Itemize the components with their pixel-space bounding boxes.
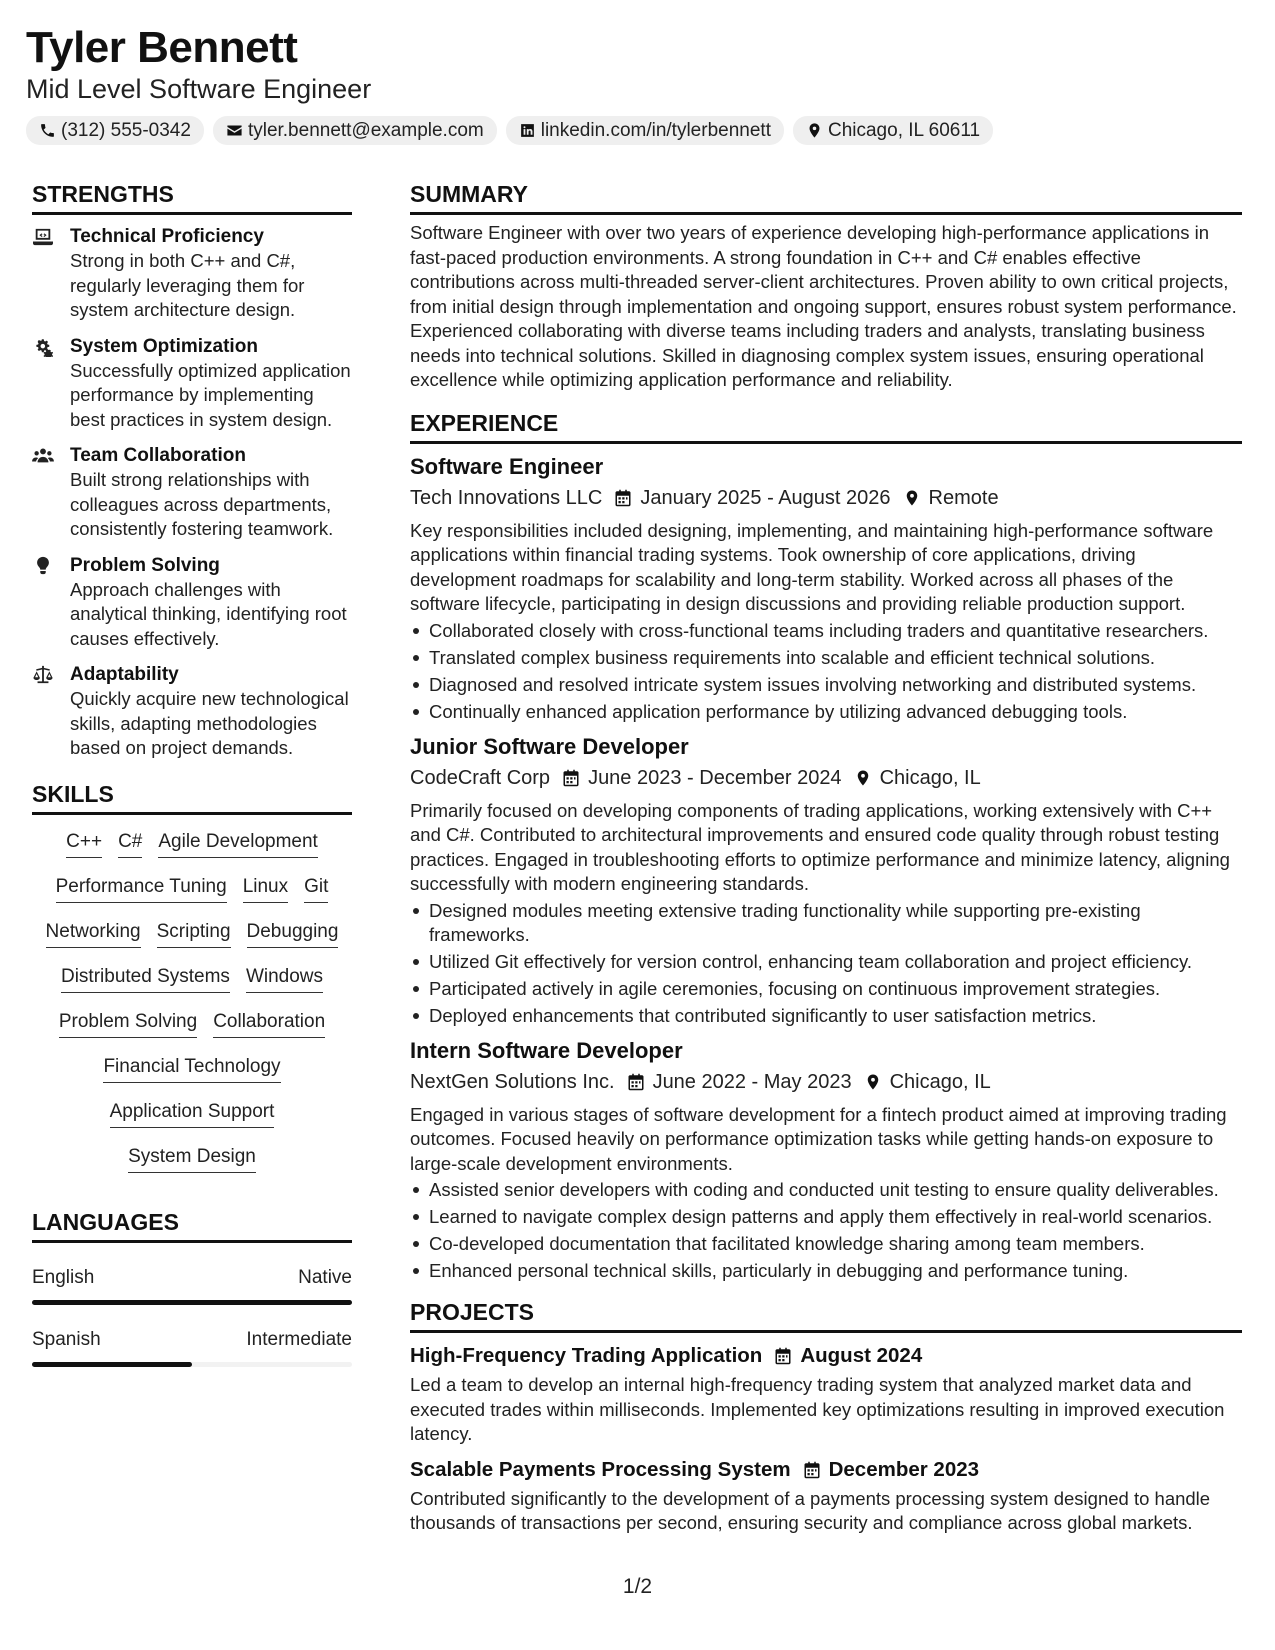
- location-pin-icon: [806, 122, 823, 139]
- phone-icon: [39, 122, 56, 139]
- job-bullet: Translated complex business requirements into scalable and efficient technical solutions.: [410, 646, 1242, 670]
- contact-phone[interactable]: [26, 116, 204, 145]
- location-pin-icon: [854, 769, 872, 787]
- job-bullet: Collaborated closely with cross-functional teams including traders and quantitative researchers.: [410, 619, 1242, 643]
- language-bar-fill: [32, 1300, 352, 1305]
- strength-desc: Successfully optimized application performance by implementing best practices in system design.: [70, 359, 351, 430]
- skill-row: [61, 958, 323, 1003]
- job-dates: June 2022 - May 2023: [652, 1070, 852, 1093]
- strength-title: Adaptability: [70, 664, 179, 685]
- strength-title: Team Collaboration: [70, 445, 246, 466]
- project-description: Led a team to develop an internal high-frequency trading system that analyzed market data and executed trades within milliseconds. Implemented key optimizations resulting in improved execution latency.: [410, 1374, 1225, 1444]
- resume-header: [26, 22, 1256, 145]
- language-bar: [32, 1362, 352, 1367]
- language-bar: [32, 1300, 352, 1305]
- job-description: Key responsibilities included designing, implementing, and maintaining high-performance software applications within financial trading systems. Took ownership of core applications, driving development roadmaps for scalability and long-term stability. Worked across all phases of the software lifecycle, participating in design discussions and providing reliable production support.: [410, 519, 1214, 614]
- contact-location[interactable]: [793, 116, 993, 145]
- language-level: Native: [298, 1266, 352, 1288]
- experience-heading: EXPERIENCE: [410, 408, 1242, 444]
- contact-bar: [26, 116, 1256, 145]
- job-entry: [410, 732, 1242, 1028]
- skill-tag: Networking: [46, 919, 141, 948]
- skill-tag: Financial Technology: [103, 1054, 280, 1083]
- job-entry: [410, 1036, 1242, 1284]
- job-description: Engaged in various stages of software development for a fintech product aimed at improving trading outcomes. Focused heavily on performance optimization tasks while getting hands-on exposure to large-scale development environments.: [410, 1103, 1227, 1174]
- job-meta: [410, 1067, 1242, 1097]
- skill-tag: Linux: [243, 874, 288, 903]
- job-company: Tech Innovations LLC: [410, 486, 603, 509]
- gears-icon: [32, 337, 54, 357]
- projects-heading: PROJECTS: [410, 1297, 1242, 1333]
- job-location: Chicago, IL: [889, 1070, 991, 1093]
- skill-row: [110, 1093, 275, 1138]
- skill-row: [66, 823, 318, 868]
- right-column: [410, 179, 1242, 1536]
- language-name: English: [32, 1266, 95, 1288]
- job-entry: [410, 452, 1242, 724]
- skill-tag: Agile Development: [158, 829, 317, 858]
- job-title: Mid Level Software Engineer: [26, 74, 372, 104]
- calendar-icon: [627, 1073, 645, 1091]
- skill-tag: C#: [118, 829, 142, 858]
- calendar-icon: [803, 1461, 821, 1479]
- candidate-name: Tyler Bennett: [26, 23, 298, 72]
- strength-desc: Built strong relationships with colleagues across departments, consistently fostering teamwork.: [70, 469, 334, 539]
- language-item: [32, 1327, 352, 1367]
- location-pin-icon: [903, 489, 921, 507]
- project-entry: [410, 1455, 1242, 1536]
- project-entry: [410, 1341, 1242, 1447]
- strength-title: System Optimization: [70, 335, 258, 357]
- skill-row: [46, 913, 339, 958]
- contact-email[interactable]: [213, 116, 497, 145]
- skills-section: [32, 779, 352, 1183]
- language-name: Spanish: [32, 1328, 101, 1350]
- job-company: NextGen Solutions Inc.: [410, 1070, 615, 1093]
- experience-section: [410, 408, 1242, 1284]
- job-description: Primarily focused on developing components of trading applications, working extensively with C++ and C#. Contributed to architectural improvements and ensured code quality through robust testing practices. Engaged in troubleshooting efforts to optimize performance and minimize latency, aligning successfully with modern engineering standards.: [410, 799, 1230, 894]
- language-item: [32, 1265, 352, 1305]
- summary-heading: SUMMARY: [410, 179, 1242, 215]
- job-dates: January 2025 - August 2026: [640, 486, 891, 509]
- skills-heading: SKILLS: [32, 779, 352, 815]
- project-description: Contributed significantly to the development of a payments processing system designed to handle thousands of transactions per second, ensuring security and compliance across global markets.: [410, 1487, 1211, 1533]
- contact-phone-text: (312) 555-0342: [61, 119, 191, 141]
- skill-row: [103, 1048, 280, 1093]
- job-bullets: [410, 899, 1242, 1028]
- left-column: [32, 179, 352, 1367]
- job-bullet: Assisted senior developers with coding and conducted unit testing to ensure quality deliverables.: [410, 1178, 1242, 1202]
- job-meta: [410, 483, 1242, 513]
- skill-row: [59, 1003, 325, 1048]
- summary-text: Software Engineer with over two years of experience developing high-performance applications in fast-paced production environments. A strong foundation in C++ and C# enables effective contributions across multi-threaded server-client architectures. Proven ability to own critical projects, from initial design through implementation and ongoing support, ensures robust system performance. Experienced collaborating with diverse teams including traders and analysts, translating business needs into technical solutions. Skilled in diagnosing complex system issues, ensuring operational excellence while optimizing application performance and reliability.: [410, 222, 1237, 390]
- strength-item: [32, 443, 352, 542]
- job-bullet: Designed modules meeting extensive trading functionality while supporting pre-existing frameworks.: [410, 899, 1242, 947]
- skill-tag: Debugging: [247, 919, 339, 948]
- skill-tag: Scripting: [157, 919, 231, 948]
- project-date: December 2023: [828, 1457, 980, 1481]
- skill-tag: Windows: [246, 964, 323, 993]
- job-position: Intern Software Developer: [410, 1037, 683, 1063]
- skill-tag: System Design: [128, 1144, 256, 1173]
- project-title: Scalable Payments Processing System: [410, 1457, 791, 1481]
- language-level: Intermediate: [246, 1328, 352, 1350]
- job-bullet: Participated actively in agile ceremonies, focusing on continuous improvement strategies.: [410, 977, 1242, 1001]
- job-position: Software Engineer: [410, 453, 604, 479]
- job-bullets: [410, 619, 1242, 724]
- skill-tag: Application Support: [110, 1099, 275, 1128]
- skill-tag: Problem Solving: [59, 1009, 197, 1038]
- lightbulb-icon: [32, 556, 54, 576]
- skill-tag: Performance Tuning: [56, 874, 227, 903]
- contact-location-text: Chicago, IL 60611: [827, 119, 981, 141]
- project-date: August 2024: [800, 1344, 923, 1367]
- job-meta: [410, 763, 1242, 793]
- job-bullet: Co-developed documentation that facilitated knowledge sharing among team members.: [410, 1232, 1242, 1256]
- strength-desc: Approach challenges with analytical thinking, identifying root causes effectively.: [70, 578, 347, 649]
- skill-tag: Git: [304, 874, 328, 903]
- job-bullet: Deployed enhancements that contributed significantly to user satisfaction metrics.: [410, 1004, 1242, 1028]
- contact-linkedin[interactable]: [506, 116, 784, 145]
- linkedin-icon: [519, 122, 536, 139]
- projects-section: [410, 1297, 1242, 1536]
- languages-section: [32, 1207, 352, 1367]
- strength-item: [32, 662, 352, 761]
- laptop-code-icon: [32, 227, 54, 247]
- job-company: CodeCraft Corp: [410, 766, 551, 789]
- skill-tag: Distributed Systems: [61, 964, 230, 993]
- users-icon: [32, 446, 54, 466]
- skill-tag: Collaboration: [213, 1009, 325, 1038]
- job-location: Remote: [928, 486, 999, 509]
- strengths-list: [32, 224, 352, 761]
- job-bullet: Diagnosed and resolved intricate system issues involving networking and distributed systems.: [410, 673, 1242, 697]
- calendar-icon: [562, 769, 580, 787]
- project-title: High-Frequency Trading Application: [410, 1344, 763, 1367]
- page-number: 1/2: [622, 1575, 653, 1598]
- contact-linkedin-text: linkedin.com/in/tylerbennett: [540, 119, 771, 141]
- job-dates: June 2023 - December 2024: [588, 766, 842, 789]
- envelope-icon: [226, 122, 243, 139]
- strength-item: [32, 553, 352, 652]
- job-location: Chicago, IL: [879, 766, 981, 789]
- job-position: Junior Software Developer: [410, 733, 689, 759]
- skill-tag: C++: [66, 829, 102, 858]
- strength-desc: Strong in both C++ and C#, regularly leveraging them for system architecture design.: [70, 250, 305, 320]
- calendar-icon: [774, 1347, 792, 1365]
- strength-desc: Quickly acquire new technological skills, adapting methodologies based on project demands.: [70, 688, 349, 758]
- strength-item: [32, 224, 352, 323]
- job-bullet: Enhanced personal technical skills, particularly in debugging and performance tuning.: [410, 1259, 1242, 1283]
- strength-item: [32, 334, 352, 433]
- location-pin-icon: [864, 1073, 882, 1091]
- skill-row: [56, 868, 329, 913]
- strength-title: Technical Proficiency: [70, 226, 264, 247]
- job-bullet: Continually enhanced application performance by utilizing advanced debugging tools.: [410, 700, 1242, 724]
- job-bullets: [410, 1178, 1242, 1283]
- language-bar-fill: [32, 1362, 192, 1367]
- job-bullet: Utilized Git effectively for version control, enhancing team collaboration and project efficiency.: [410, 950, 1242, 974]
- strength-title: Problem Solving: [70, 554, 220, 576]
- contact-email-text: tyler.bennett@example.com: [247, 119, 484, 141]
- skill-row: [128, 1138, 256, 1183]
- scale-balanced-icon: [32, 665, 54, 685]
- skills-list: [32, 823, 352, 1183]
- strengths-heading: STRENGTHS: [32, 179, 352, 215]
- languages-heading: LANGUAGES: [32, 1207, 352, 1243]
- job-bullet: Learned to navigate complex design patterns and apply them effectively in real-world scenarios.: [410, 1205, 1242, 1229]
- calendar-icon: [614, 489, 632, 507]
